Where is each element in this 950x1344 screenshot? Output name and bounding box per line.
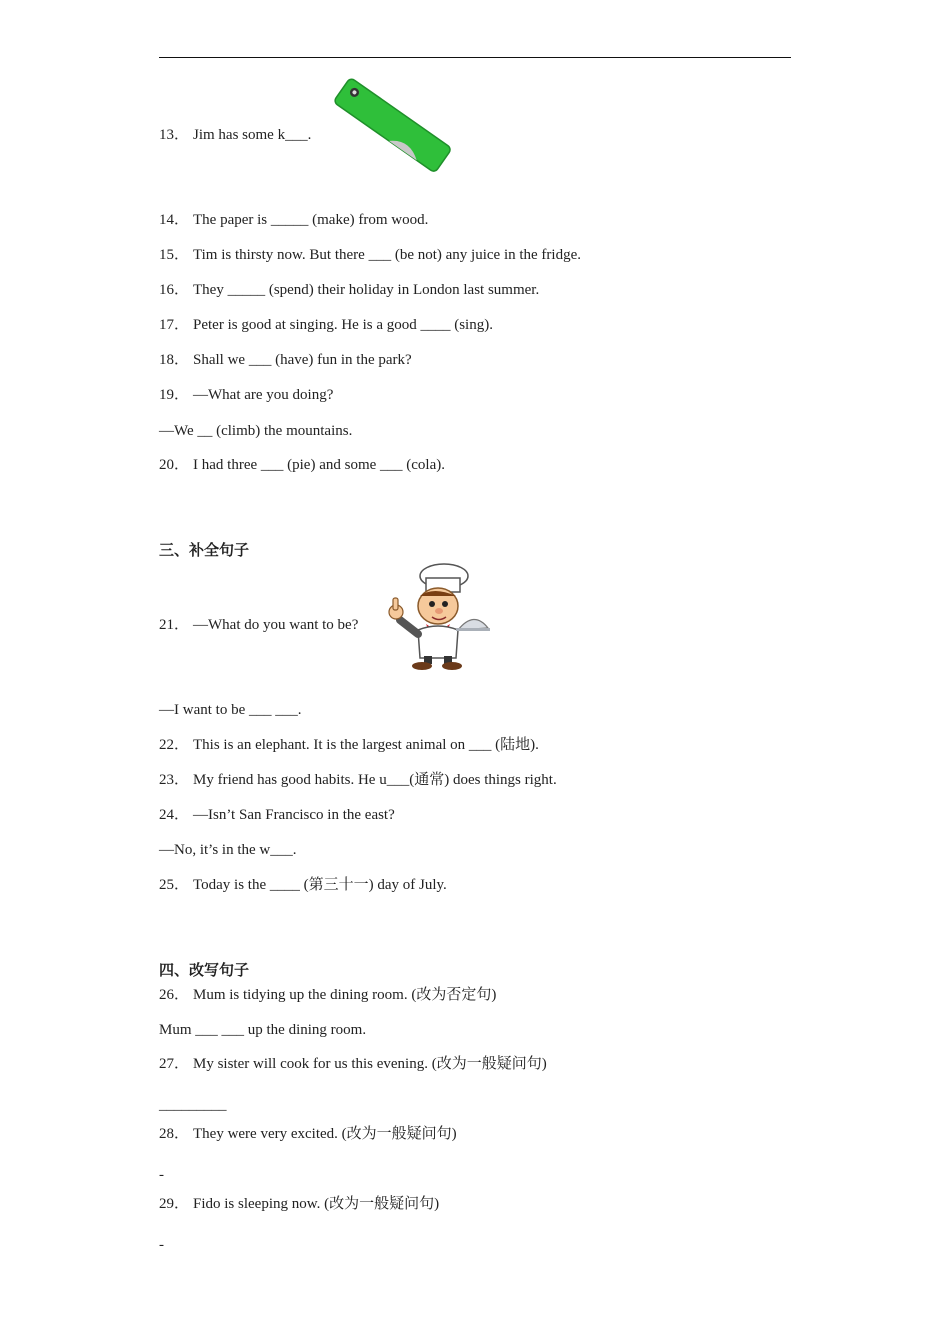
question-14	[159, 211, 428, 229]
question-text: —Isn’t San Francisco in the east?	[193, 807, 395, 823]
question-number: 17．	[159, 317, 190, 333]
question-25	[159, 876, 447, 894]
question-29	[159, 1195, 439, 1213]
question-number: 15．	[159, 247, 190, 263]
question-text: Shall we ___ (have) fun in the park?	[193, 352, 412, 368]
question-number: 14．	[159, 212, 190, 228]
question-number: 22．	[159, 737, 190, 753]
question-number: 27．	[159, 1056, 190, 1072]
question-text: —What are you doing?	[193, 387, 334, 403]
question-text: This is an elephant. It is the largest animal on ___ (陆地).	[193, 737, 539, 753]
question-19	[159, 386, 333, 404]
question-24-answer: —No, it’s in the w___.	[159, 842, 297, 858]
question-29-answer: -	[159, 1237, 164, 1253]
question-23	[159, 771, 557, 789]
question-13	[159, 126, 311, 144]
question-24	[159, 806, 395, 824]
question-text: —What do you want to be?	[193, 617, 359, 633]
question-text: Mum is tidying up the dining room. (改为否定句)	[193, 987, 497, 1003]
question-number: 16．	[159, 282, 190, 298]
question-26-answer: Mum ___ ___ up the dining room.	[159, 1022, 367, 1038]
question-number: 20．	[159, 457, 190, 473]
question-26	[159, 986, 496, 1004]
section-3-title: 三、补全句子	[159, 541, 250, 559]
question-18	[159, 351, 412, 369]
question-text: My sister will cook for us this evening. (改为一般疑问句)	[193, 1056, 547, 1072]
question-27-answer: _________	[159, 1097, 227, 1113]
question-text: Tim is thirsty now. But there ___ (be not) any juice in the fridge.	[193, 247, 582, 263]
section-4-title: 四、改写句子	[159, 961, 250, 979]
question-number: 13．	[159, 127, 190, 143]
question-15	[159, 246, 581, 264]
question-17	[159, 316, 493, 334]
question-text: They _____ (spend) their holiday in London last summer.	[193, 282, 540, 298]
question-28	[159, 1125, 457, 1143]
question-number: 29．	[159, 1196, 190, 1212]
question-number: 25．	[159, 877, 190, 893]
green-knife-image	[328, 72, 456, 180]
chef-cartoon-image	[378, 560, 490, 672]
question-27	[159, 1055, 547, 1073]
question-text: I had three ___ (pie) and some ___ (cola).	[193, 457, 445, 473]
question-text: My friend has good habits. He u___(通常) does things right.	[193, 772, 557, 788]
question-21-answer: —I want to be ___ ___.	[159, 702, 302, 718]
question-19-answer: —We __ (climb) the mountains.	[159, 423, 353, 439]
question-20	[159, 456, 445, 474]
question-number: 21．	[159, 617, 190, 633]
question-number: 19．	[159, 387, 190, 403]
question-number: 26．	[159, 987, 190, 1003]
question-number: 23．	[159, 772, 190, 788]
question-16	[159, 281, 539, 299]
question-text: The paper is _____ (make) from wood.	[193, 212, 429, 228]
question-28-answer: -	[159, 1167, 164, 1183]
question-text: They were very excited. (改为一般疑问句)	[193, 1126, 457, 1142]
question-21	[159, 616, 358, 634]
header-rule	[159, 57, 791, 58]
question-text: Peter is good at singing. He is a good ____ (sing).	[193, 317, 493, 333]
question-text: Fido is sleeping now. (改为一般疑问句)	[193, 1196, 440, 1212]
question-number: 18．	[159, 352, 190, 368]
question-22	[159, 736, 539, 754]
question-number: 28．	[159, 1126, 190, 1142]
question-number: 24．	[159, 807, 190, 823]
question-text: Jim has some k___.	[193, 127, 312, 143]
question-text: Today is the ____ (第三十一) day of July.	[193, 877, 447, 893]
